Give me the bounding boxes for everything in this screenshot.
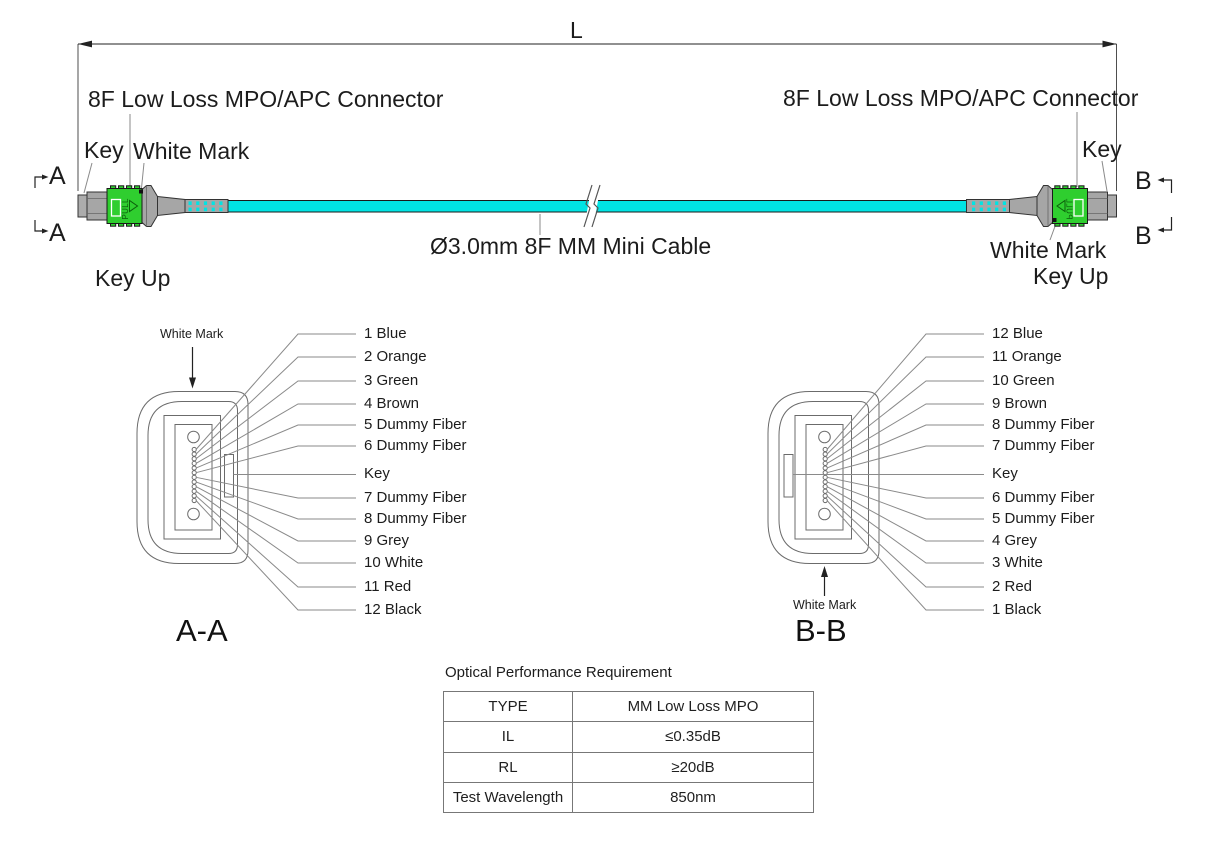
- table-row: [444, 722, 814, 752]
- legend-item: 4 Grey: [992, 532, 1038, 549]
- section-letter-b-top: B: [1135, 167, 1152, 195]
- right-connector-label: 8F Low Loss MPO/APC Connector: [783, 85, 1139, 111]
- section-letter-a-top: A: [49, 162, 66, 190]
- right-key-up-label: Key Up: [1033, 263, 1109, 289]
- legend-item: 6 Dummy Fiber: [364, 437, 467, 454]
- legend-item: 1 Black: [992, 601, 1042, 618]
- table-cell: IL: [444, 722, 573, 752]
- optical-performance-table: [443, 664, 814, 813]
- performance-table: [443, 691, 814, 813]
- legend-item: Key: [992, 465, 1018, 482]
- left-key-up-label: Key Up: [95, 265, 171, 291]
- legend-item: 7 Dummy Fiber: [364, 489, 467, 506]
- legend-item: 8 Dummy Fiber: [364, 510, 467, 527]
- table-cell: MM Low Loss MPO: [573, 692, 814, 722]
- left-key-label: Key: [84, 137, 124, 163]
- right-key-label: Key: [1082, 136, 1122, 162]
- cable-label: Ø3.0mm 8F MM Mini Cable: [430, 233, 712, 259]
- table-cell: ≥20dB: [573, 752, 814, 782]
- legend-item: 3 Green: [364, 372, 419, 389]
- table-cell: RL: [444, 752, 573, 782]
- legend-item: 3 White: [992, 554, 1043, 571]
- legend-item: 12 Black: [364, 601, 422, 618]
- section-letter-a-bottom: A: [49, 219, 66, 247]
- section-title-aa: A-A: [176, 613, 228, 648]
- table-row: [444, 692, 814, 722]
- legend-item: 9 Grey: [364, 532, 410, 549]
- legend-item: 6 Dummy Fiber: [992, 489, 1095, 506]
- right-white-mark-label: White Mark: [990, 237, 1107, 263]
- table-row: [444, 782, 814, 812]
- table-cell: 850nm: [573, 782, 814, 812]
- legend-item: 9 Brown: [992, 395, 1048, 412]
- legend-item: 4 Brown: [364, 395, 420, 412]
- table-cell: ≤0.35dB: [573, 722, 814, 752]
- legend-item: 11 Orange: [992, 348, 1062, 365]
- table-cell: Test Wavelength: [444, 782, 573, 812]
- legend-item: 8 Dummy Fiber: [992, 416, 1095, 433]
- left-connector-label: 8F Low Loss MPO/APC Connector: [88, 86, 444, 112]
- left-white-mark-label: White Mark: [133, 138, 250, 164]
- table-title: Optical Performance Requirement: [445, 664, 672, 681]
- legend-item: 10 Green: [992, 372, 1055, 389]
- legend-item: 1 Blue: [364, 325, 407, 342]
- legend-item: 2 Orange: [364, 348, 427, 365]
- legend-item: Key: [364, 465, 390, 482]
- length-dimension-label: L: [570, 17, 583, 43]
- legend-item: 5 Dummy Fiber: [992, 510, 1095, 527]
- pull-text: PULL: [121, 198, 130, 220]
- legend-item: 12 Blue: [992, 325, 1043, 342]
- legend-item: 10 White: [364, 554, 424, 571]
- table-cell: TYPE: [444, 692, 573, 722]
- legend-item: 7 Dummy Fiber: [992, 437, 1095, 454]
- section-title-bb: B-B: [795, 613, 847, 648]
- bb-white-mark-label: White Mark: [793, 598, 857, 612]
- legend-item: 2 Red: [992, 578, 1033, 595]
- legend-item: 11 Red: [364, 578, 412, 595]
- section-letter-b-bottom: B: [1135, 222, 1152, 250]
- table-row: [444, 752, 814, 782]
- legend-item: 5 Dummy Fiber: [364, 416, 467, 433]
- aa-white-mark-label: White Mark: [160, 327, 224, 341]
